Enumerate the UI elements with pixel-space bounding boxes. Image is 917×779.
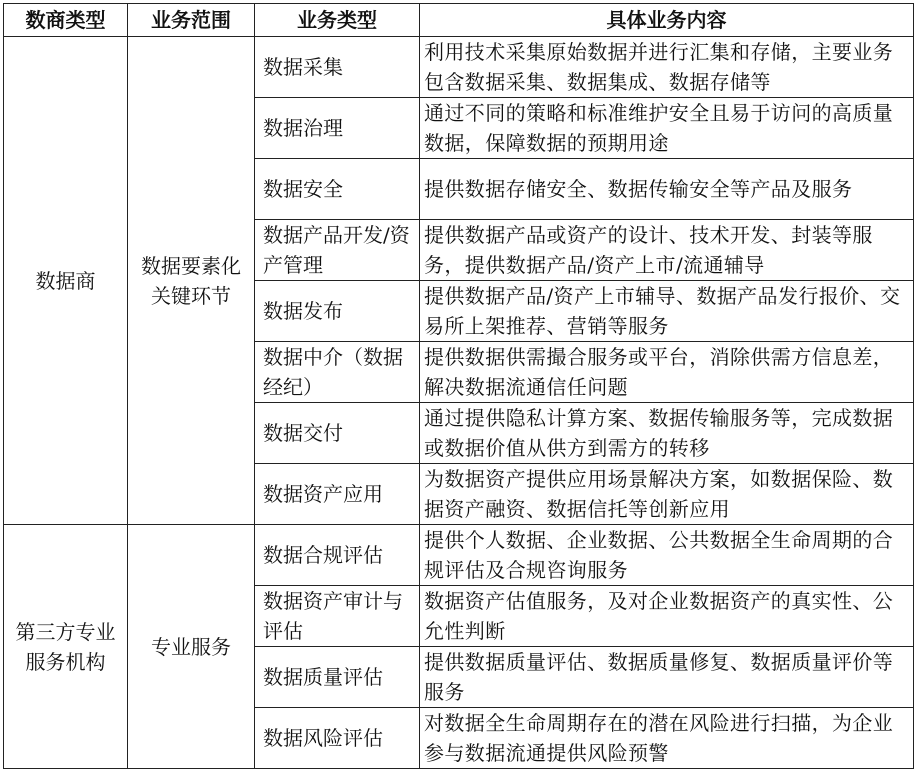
- business-type-cell: 数据资产应用: [255, 464, 420, 525]
- business-type-cell: 数据中介（数据经纪）: [255, 342, 420, 403]
- header-business-content: 具体业务内容: [420, 4, 914, 37]
- business-type-cell: 数据资产审计与评估: [255, 586, 420, 647]
- business-type-cell: 数据产品开发/资产管理: [255, 220, 420, 281]
- business-content-cell: 提供数据存储安全、数据传输安全等产品及服务: [420, 159, 914, 220]
- business-type-cell: 数据治理: [255, 98, 420, 159]
- business-content-cell: 提供数据产品/资产上市辅导、数据产品发行报价、交易所上架推荐、营销等服务: [420, 281, 914, 342]
- business-content-cell: 为数据资产提供应用场景解决方案，如数据保险、数据资产融资、数据信托等创新应用: [420, 464, 914, 525]
- business-content-cell: 提供个人数据、企业数据、公共数据全生命周期的合规评估及合规咨询服务: [420, 525, 914, 586]
- business-content-cell: 利用技术采集原始数据并进行汇集和存储，主要业务包含数据采集、数据集成、数据存储等: [420, 37, 914, 98]
- business-content-cell: 对数据全生命周期存在的潜在风险进行扫描，为企业参与数据流通提供风险预警: [420, 708, 914, 769]
- header-business-type: 业务类型: [255, 4, 420, 37]
- merchant-type-cell: 第三方专业服务机构: [4, 525, 128, 769]
- header-row: [4, 4, 914, 37]
- header-merchant-type: 数商类型: [4, 4, 128, 37]
- business-type-cell: 数据安全: [255, 159, 420, 220]
- business-type-cell: 数据采集: [255, 37, 420, 98]
- header-business-scope: 业务范围: [128, 4, 255, 37]
- table-row: [4, 37, 914, 98]
- business-scope-cell: 数据要素化关键环节: [128, 37, 255, 525]
- business-type-cell: 数据合规评估: [255, 525, 420, 586]
- business-content-cell: 数据资产估值服务，及对企业数据资产的真实性、公允性判断: [420, 586, 914, 647]
- business-content-cell: 通过不同的策略和标准维护安全且易于访问的高质量数据，保障数据的预期用途: [420, 98, 914, 159]
- business-type-cell: 数据质量评估: [255, 647, 420, 708]
- business-content-cell: 提供数据质量评估、数据质量修复、数据质量评价等服务: [420, 647, 914, 708]
- table-row: [4, 525, 914, 586]
- business-type-cell: 数据交付: [255, 403, 420, 464]
- business-type-cell: 数据发布: [255, 281, 420, 342]
- merchant-type-cell: 数据商: [4, 37, 128, 525]
- business-content-cell: 提供数据供需撮合服务或平台，消除供需方信息差，解决数据流通信任问题: [420, 342, 914, 403]
- business-content-cell: 提供数据产品或资产的设计、技术开发、封装等服务，提供数据产品/资产上市/流通辅导: [420, 220, 914, 281]
- business-content-cell: 通过提供隐私计算方案、数据传输服务等，完成数据或数据价值从供方到需方的转移: [420, 403, 914, 464]
- business-type-cell: 数据风险评估: [255, 708, 420, 769]
- business-table: [3, 3, 914, 769]
- business-scope-cell: 专业服务: [128, 525, 255, 769]
